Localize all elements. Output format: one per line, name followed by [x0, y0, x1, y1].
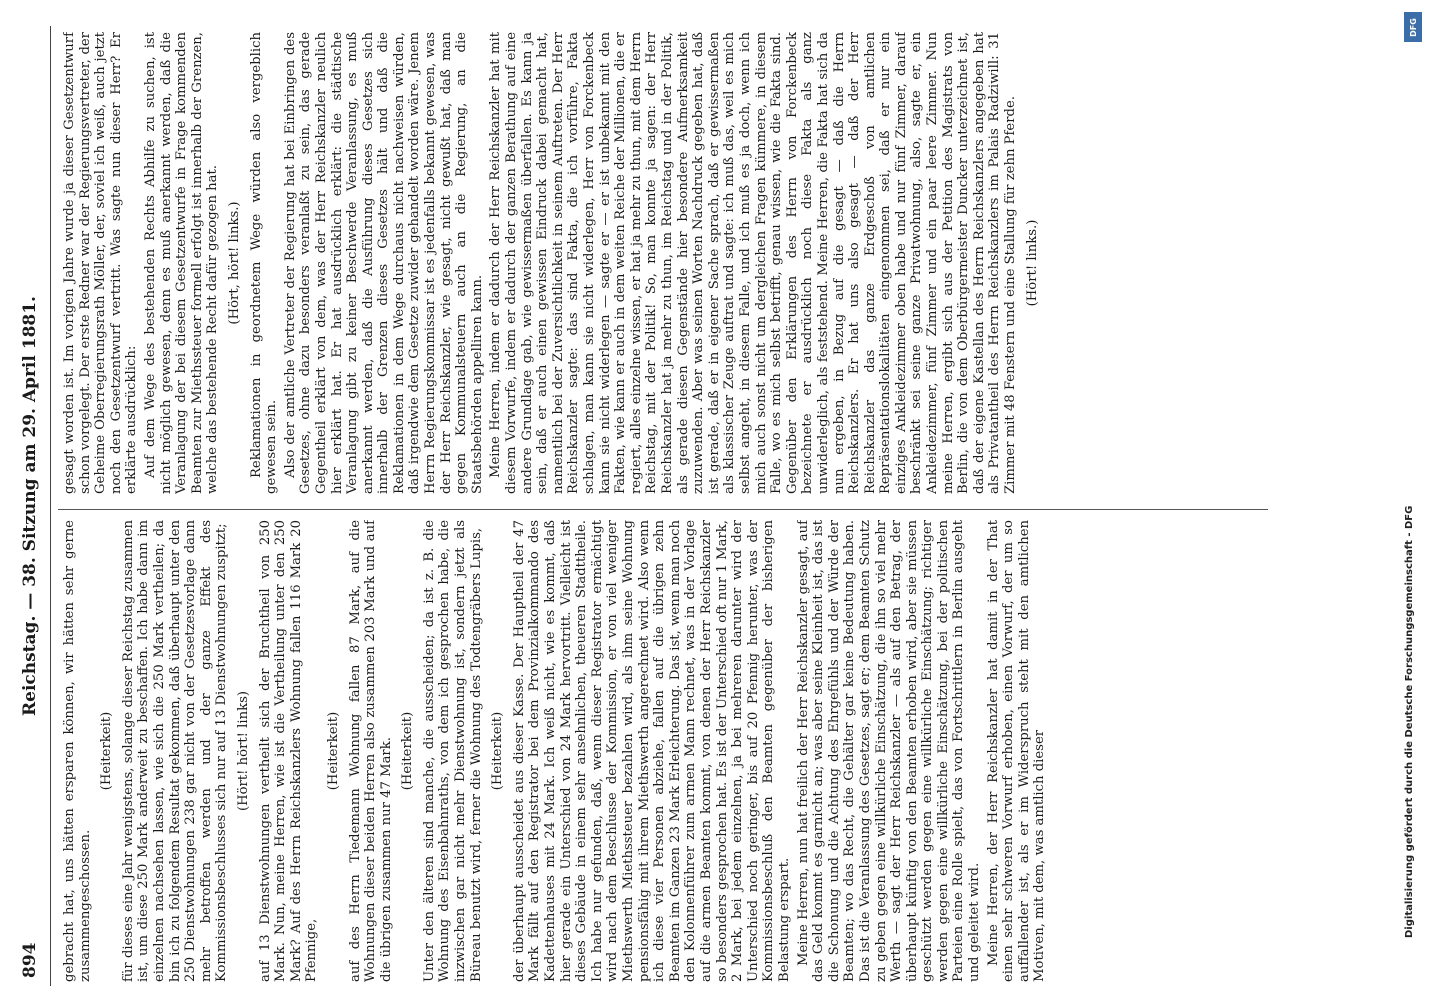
dfg-logo: DFG [1404, 12, 1422, 42]
interjection: (Heiterkeit) [400, 711, 416, 791]
page-header [20, 26, 50, 986]
paragraph: Unter den älteren sind manche, die ausscheiden; da ist z. B. die Wohnung des Eisenbahnraths, von dem ich gesprochen habe, die inzwischen gar nicht mehr Dienstwohnung ist, sondern jetzt als Büreau benutzt wird, ferner die Wohnung des Todtengräbers Lupis, [421, 520, 484, 982]
paragraph: Meine Herren, der Herr Reichskanzler hat damit in der That einen sehr schweren Vorwurf erhoben, einen Vorwurf, der um so auffallender ist, als er im Widerspruch steht mit den amtlichen Motiven, mit dem, was amtlich dieser [985, 520, 1048, 982]
left-column [62, 520, 1352, 982]
paragraph: Meine Herren, nun hat freilich der Herr Reichskanzler gesagt, auf das Geld kommt es garnicht an; was aber seine Kleinheit ist, das ist die Schonung und die Achtung des Ehrgefühls und der Würde der Beamten; wo das Recht, die Gehälter gar keine Bedeutung haben. Das ist die Veranlassung des Gesetzes, sagt er; dem Beamten Schutz zu geben gegen eine willkürliche Einschätzung, die ihn so viel mehr Werth — sagt der Herr Reichskanzler — als auf den Betrag, der überhaupt künftig von den Beamten erhoben wird, aber sie müssen geschützt werden gegen eine willkürliche Einschätzung; richtiger werden gegen eine willkürliche Einschätzung, bei der politischen Parteien eine Rolle spielt, das von Fortschrittlern in Berlin ausgeht und geleitet wird. [795, 520, 983, 982]
right-column [62, 32, 1352, 494]
paragraph: für dieses eine Jahr wenigstens, solange dieser Reichstag zusammen ist, um diese 250 Mark anderweit zu beschaffen. Ich habe dann im einzelnen nachsehen lassen, wie sich die 250 Mark vertheilen; da bin ich zu folgendem Resultat gekommen, daß überhaupt unter den 250 Dienstwohnungen 238 gar nicht von der Gesetzesvorlage dann mehr betroffen werden und der ganze Effekt des Kommissionsbeschlusses sich nur auf 13 Dienstwohnungen zuspitzt; [120, 520, 230, 982]
column-divider [58, 509, 1268, 510]
paragraph: auf des Herrn Tiedemann Wohnung fallen 87 Mark, auf die Wohnungen dieser beiden Herren also zusammen 203 Mark und auf die übrigen zusammen nur 47 Mark. [347, 520, 394, 982]
paragraph: Auf dem Wege des bestehenden Rechts Abhilfe zu suchen, ist nicht möglich gewesen, denn es muß anerkannt werden, daß die Veranlagung der bei diesem Gesetzentwurfe in Frage kommenden Beamten zur Miethssteuer formell erfolgt ist innerhalb der Grenzen, welche das bestehende Recht dafür gezogen hat. [142, 32, 221, 494]
interjection: (Hört! hört! links) [235, 690, 251, 812]
paragraph: Also der amtliche Vertreter der Regierung hat bei Einbringen des Gesetzes, ohne dazu besonders veranlaßt zu sein, das gerade Gegentheil erklärt von dem, was der Herr Reichskanzler neulich hier erklärt hat. Er hat ausdrücklich erklärt: die städtische Veranlagung gibt zu keiner Beschwerde Veranlassung, es muß anerkannt werden, daß die Ausführung dieses Gesetzes sich innerhalb der Grenzen dieses Gesetzes hält und daß die Reklamationen in dem Wege durchaus nicht nachweisen würden, daß irgendwie dem Gesetze zuwider gehandelt worden wäre. Jenem Herrn Regierungskommissar ist es jedenfalls bekannt gewesen, was der Herr Reichskanzler, wie gesagt, nicht gewußt hat, daß man gegen Kommunalsteuern auch an die Regierung, an die Staatsbehörden appelliren kann. [282, 32, 485, 494]
header-rule [50, 26, 51, 986]
interjection: (Heiterkeit) [99, 711, 115, 791]
paragraph: der überhaupt ausscheidet aus dieser Kasse. Der Hauptheil der 47 Mark fällt auf den Registrator bei dem Provinzialkommando des Kadettenhauses mit 24 Mark. Ich weiß nicht, wie es kommt, daß hier gerade ein Unterschied von 24 Mark hervortritt. Vielleicht ist dieses Gebäude in einem sehr ansehnlichen, theueren Stadttheile. Ich habe nur gefunden, daß, wenn dieser Registrator ermächtigt wird nach dem Beschlusse der Kommission, er von viel weniger Miethswerth Miethssteuer bezahlen wird, als ihm seine Wohnung pensionsfähig mit ihrem Miethswerth angerechnet wird. Also wenn ich diese vier Personen abziehe, fallen auf die übrigen zehn Beamten im Ganzen 23 Mark Erleichterung. Das ist, wenn man noch den Kolonnenführer zum armen Mann rechnet, was in der Vorlage auf die armen Beamten kommt, von denen der Herr Reichskanzler so besonders gesprochen hat. Es ist der Unterschied oft nur 1 Mark, 2 Mark, bei jedem einzelnen, ja bei mehreren darunter wird der Unterschied noch geringer, bis auf 20 Pfennig herunter, was der Kommissionsbeschluß den Beamten gegenüber der bisherigen Belastung erspart. [511, 520, 792, 982]
running-title: Reichstag. — 38. Sitzung am 29. April 1881. [20, 296, 40, 716]
paragraph: gesagt worden ist. Im vorigen Jahre wurde ja dieser Gesetzentwurf schon vorgelegt. Der erste Redner war der Regierungsvertreter, der Geheime Oberregierungsrath Möller, der, soviel ich weiß, auch jetzt noch den Gesetzentwurf vertritt. Was sagte nun dieser Herr? Er erklärte ausdrücklich: [62, 32, 140, 494]
paragraph: Meine Herren, indem er dadurch der Herr Reichskanzler hat mit diesem Vorwurfe, indem er dadurch der ganzen Berathung auf eine andere Grundlage gab, wie gewissermaßen überfallen. Es kann ja sein, daß er auch einen gewissen Eindruck dabei gemacht hat, namentlich bei der Zuversichtlichkeit in seinem Auftreten. Der Herr Reichskanzler sagte: das sind Fakta, die ich vorführe, Fakta schlagen, man kann sie nicht widerlegen, Herr von Forckenbeck kann sie nicht widerlegen — sagte er — er ist unbekannt mit den Fakten, wie kann er auch in dem weiten Reiche der Millionen, die er regiert, alles einzelne wissen, er hat ja mehr zu thun, mit dem Herrn Reichstag, mit der Politik! So, man konnte ja sagen: der Herr Reichskanzler hat ja mehr zu thun, im Reichstag und in der Politik, als gerade diesen Gegenstände hier besondere Aufmerksamkeit zuzuwenden. Aber was seinen Worten Nachdruck gegeben hat, daß ist gerade, daß er in eigener Sache sprach, daß er gewissermaßen als klassischer Zeuge auftrat und sagte: ich muß das, weil es mich selbst angeht, in diesem Falle, und ich muß es ja doch, wenn ich mich auch sonst nicht um dergleichen Fragen kümmere, in diesem Falle, wo es mich selbst betrifft, genau wissen, wie die Fakta sind. Gegenüber den Erklärungen des Herrn von Forckenbeck bezeichnete er ausdrücklich noch diese Fakta als ganz unwiderleglich, als feststehend. Meine Herren, die Fakta hat sich da nun ergeben, in Bezug auf die gesagt — daß die Herrn Reichskanzlers. Er hat uns also gesagt — daß der Herr Reichskanzler das ganze Erdgeschoß von amtlichen Repräsentationslokalitäten eingenommen sei, daß er nur ein einziges Ankleidezimmer oben habe und nur fünf Zimmer, darauf beschränkt sei seine ganze Privatwohnung, also, sagte er, ein Ankleidezimmer, fünf Zimmer und ein paar leere Zimmer. Nun meine Herren, ergibt sich aus der Petition des Magistrats von Berlin, die von dem Oberbürgermeister Duncker unterzeichnet ist, daß der eigene Kastellan des Herrn Reichskanzlers angegeben hat als Privatantheil des Herrn Reichskanzlers im Palais Radziwill: 31 Zimmer mit 48 Fenstern und eine Stallung für zehn Pferde. [488, 32, 1019, 494]
paragraph: Reklamationen in geordnetem Wege würden also vergeblich gewesen sein. [248, 32, 280, 494]
interjection: (Hört, hört! links.) [226, 201, 242, 325]
dfg-credit [1398, 6, 1428, 976]
paragraph: gebracht hat, uns hätten ersparen können, wir hätten sehr gerne zusammengeschossen. [62, 520, 93, 982]
interjection: (Hört! links.) [1024, 219, 1040, 307]
interjection: (Heiterkeit) [490, 711, 506, 791]
page-number: 894 [20, 942, 40, 978]
dfg-credit-text: Digitalisierung gefördert durch die Deutsche Forschungsgemeinschaft - DFG [1404, 505, 1415, 938]
paragraph: auf 13 Dienstwohnungen vertheilt sich der Bruchtheil von 250 Mark. Nun, meine Herren, wie ist die Vertheilung unter den 250 Mark? Auf des Herrn Reichskanzlers Wohnung fallen 116 Mark 20 Pfennige, [257, 520, 320, 982]
interjection: (Heiterkeit) [325, 711, 341, 791]
